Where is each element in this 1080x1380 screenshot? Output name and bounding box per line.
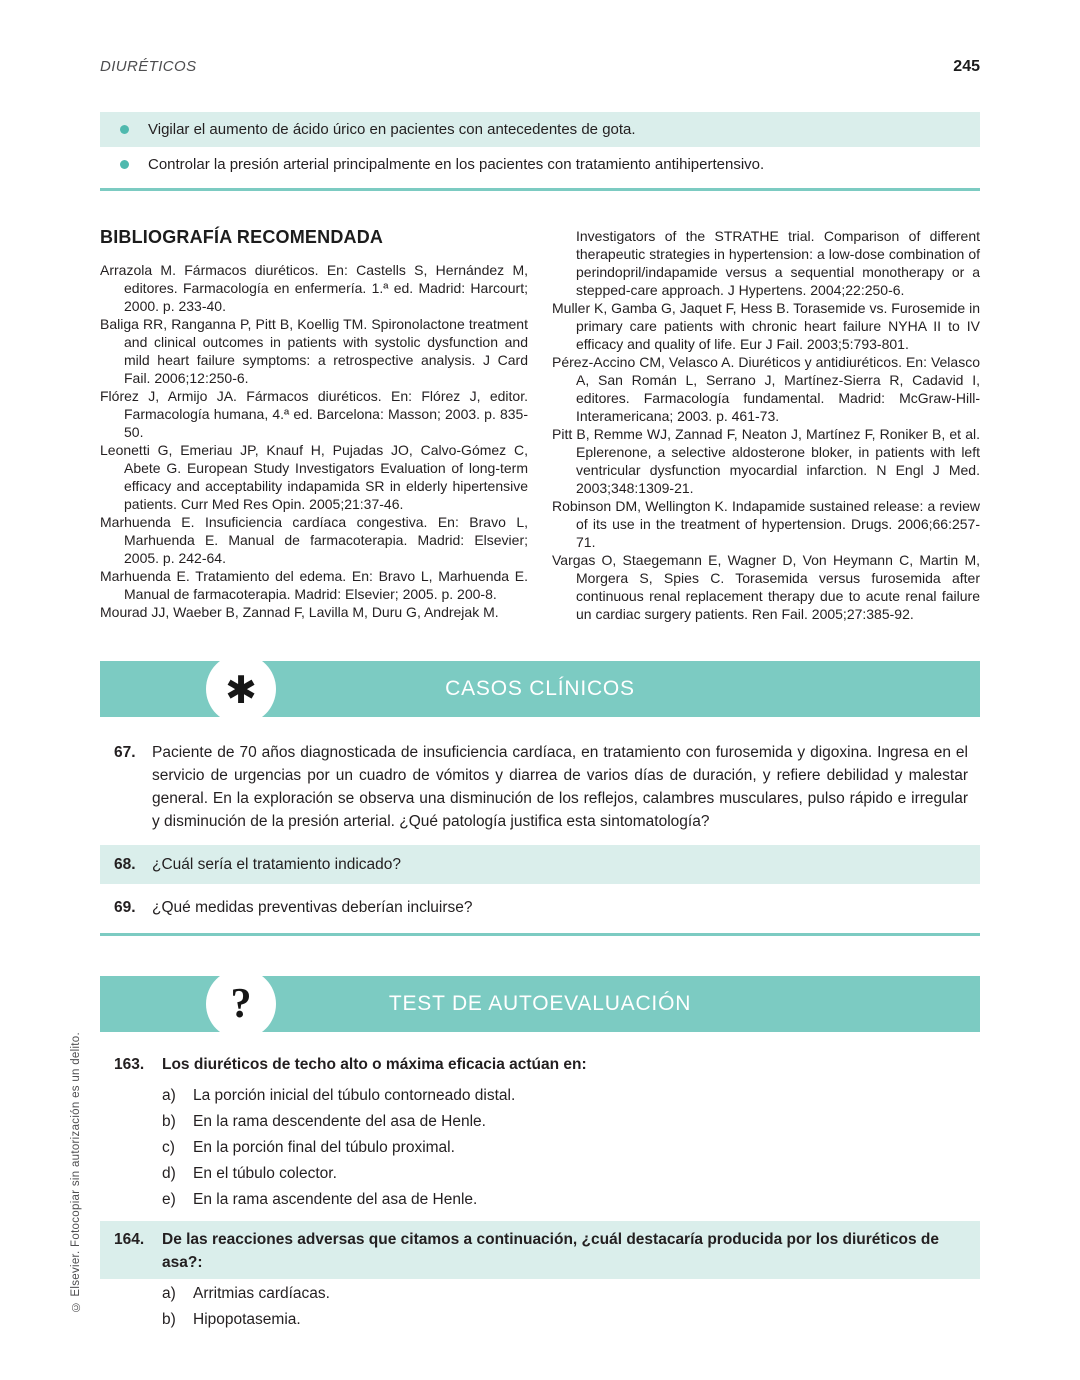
bibliography-entries-right bbox=[552, 227, 980, 623]
clinical-case-question bbox=[100, 733, 980, 841]
question-mark-glyph: ? bbox=[230, 981, 252, 1027]
bibliography-entry: Investigators of the STRATHE trial. Comparison of different therapeutic strategies in hypertension: a low-dose combination of perindopril/indapamide versus a sequential monotherapy or a stepped-care approach. J Hypertens. 2004;22:250-6. bbox=[576, 228, 980, 298]
bibliography-entry: Baliga RR, Ranganna P, Pitt B, Koellig TM. Spironolactone treatment and clinical outcomes in patients with systolic dysfunction and mild heart failure symptoms: a retrospective analysis. J Card Fail. 2006;12:250-6. bbox=[100, 316, 528, 386]
bibliography-entry: Arrazola M. Fármacos diuréticos. En: Castells S, Hernández M, editores. Farmacología en enfermería. 1.ª ed. Madrid: Harcourt; 2000. p. 233-40. bbox=[100, 262, 528, 314]
asterisk-glyph: ✱ bbox=[225, 668, 257, 712]
running-head-title: DIURÉTICOS bbox=[100, 58, 197, 75]
question-mark-icon bbox=[206, 969, 276, 1039]
page-number: 245 bbox=[953, 58, 980, 75]
bibliography-entry: Robinson DM, Wellington K. Indapamide sustained release: a review of its use in the treatment of hypertension. Drugs. 2006;66:257-71. bbox=[552, 498, 980, 550]
test-question bbox=[100, 1046, 980, 1213]
option-text: En la rama ascendente del asa de Henle. bbox=[193, 1191, 478, 1208]
section-divider bbox=[100, 933, 980, 936]
question-number: 67. bbox=[114, 744, 136, 761]
test-questions-list bbox=[100, 1046, 980, 1333]
bullet-icon bbox=[120, 125, 129, 134]
bibliography-right-column bbox=[552, 227, 980, 623]
question-text: ¿Cuál sería el tratamiento indicado? bbox=[152, 856, 401, 873]
answer-option bbox=[100, 1109, 980, 1135]
test-autoevaluacion-banner bbox=[100, 976, 980, 1032]
key-points-section bbox=[100, 112, 980, 182]
bibliography-entry: Leonetti G, Emeriau JP, Knauf H, Pujadas JO, Calvo-Gómez C, Abete G. European Study Investigators Evaluation of long-term efficacy and acceptability indapamida SR in elderly hipertensive patients. Curr Med Res Opin. 2005;21:37-46. bbox=[100, 442, 528, 512]
bibliography-entry: Mourad JJ, Waeber B, Zannad F, Lavilla M, Duru G, Andrejak M. bbox=[100, 604, 499, 620]
bibliography-entries-left bbox=[100, 261, 528, 621]
clinical-case-question bbox=[100, 888, 980, 927]
bibliography-entry: Vargas O, Staegemann E, Wagner D, Von Heymann C, Martin M, Morgera S, Spies C. Torasemida versus furosemida after continuous renal replacement therapy due to acute renal failure un cardiac surgery patients. Ren Fail. 2005;27:385-92. bbox=[552, 552, 980, 622]
option-text: Arritmias cardíacas. bbox=[193, 1285, 330, 1302]
asterisk-icon bbox=[206, 654, 276, 724]
bullet-icon bbox=[120, 160, 129, 169]
bibliography-entry: Marhuenda E. Insuficiencia cardíaca congestiva. En: Bravo L, Marhuenda E. Manual de farmacoterapia. Madrid: Elsevier; 2005. p. 242-64. bbox=[100, 514, 528, 566]
answer-option bbox=[100, 1135, 980, 1161]
clinical-cases-list bbox=[100, 733, 980, 927]
bibliography-entry: Flórez J, Armijo JA. Fármacos diuréticos. En: Flórez J, editor. Farmacología humana, 4.ª ed. Barcelona: Masson; 2003. p. 835-50. bbox=[100, 388, 528, 440]
test-question-heading bbox=[100, 1221, 980, 1279]
option-letter: c) bbox=[162, 1139, 175, 1156]
option-letter: a) bbox=[162, 1285, 176, 1302]
answer-options bbox=[100, 1281, 980, 1333]
answer-options bbox=[100, 1083, 980, 1213]
option-letter: d) bbox=[162, 1165, 176, 1182]
key-point-row bbox=[100, 112, 980, 147]
bibliography-entry: Marhuenda E. Tratamiento del edema. En: Bravo L, Marhuenda E. Manual de farmacoterapia. Madrid: Elsevier; 2005. p. 200-8. bbox=[100, 568, 528, 602]
key-point-row bbox=[100, 147, 980, 182]
question-number: 163. bbox=[114, 1056, 145, 1073]
option-text: La porción inicial del túbulo contorneado distal. bbox=[193, 1087, 516, 1104]
question-number: 164. bbox=[114, 1231, 145, 1248]
option-letter: b) bbox=[162, 1311, 176, 1328]
option-text: En el túbulo colector. bbox=[193, 1165, 337, 1182]
page-header bbox=[100, 58, 980, 76]
question-number: 69. bbox=[114, 899, 136, 916]
bibliography-title: BIBLIOGRAFÍA RECOMENDADA bbox=[100, 227, 384, 247]
bibliography-left-column bbox=[100, 227, 528, 623]
option-text: En la rama descendente del asa de Henle. bbox=[193, 1113, 486, 1130]
option-letter: e) bbox=[162, 1191, 176, 1208]
bibliography-entry: Pérez-Accino CM, Velasco A. Diuréticos y antidiuréticos. En: Velasco A, San Román L, Serrano J, Martínez-Sierra R, Cadavid I, editores. Farmacología fundamental. Madrid: McGraw-Hill-Interamericana; 2003. p. 461-73. bbox=[552, 354, 980, 424]
copyright-vertical-text: © Elsevier. Fotocopiar sin autorización es un delito. bbox=[70, 1031, 82, 1312]
answer-option bbox=[100, 1161, 980, 1187]
option-text: En la porción final del túbulo proximal. bbox=[193, 1139, 455, 1156]
answer-option bbox=[100, 1307, 980, 1333]
casos-clinicos-banner bbox=[100, 661, 980, 717]
casos-clinicos-title: CASOS CLÍNICOS bbox=[445, 677, 635, 700]
question-text: Paciente de 70 años diagnosticada de insuficiencia cardíaca, en tratamiento con furosemida y digoxina. Ingresa en el servicio de urgencias por un cuadro de vómitos y diarrea de varios días de duración, y refiere debilidad y malestar general. En la exploración se observa una disminución de los reflejos, calambres musculares, pulso rápido e irregular y disminución de la presión arterial. ¿Qué patología justifica esta sintomatología? bbox=[152, 744, 968, 830]
key-point-text: Vigilar el aumento de ácido úrico en pacientes con antecedentes de gota. bbox=[148, 121, 636, 138]
answer-option bbox=[100, 1083, 980, 1109]
question-text: De las reacciones adversas que citamos a continuación, ¿cuál destacaría producida por los diuréticos de asa?: bbox=[162, 1231, 939, 1271]
bibliography-entry: Pitt B, Remme WJ, Zannad F, Neaton J, Martínez F, Roniker B, et al. Eplerenone, a selective aldosterone bloker, in patients with left ventricular dysfunction myocardial infarction. N Engl J Med. 2003;348:1309-21. bbox=[552, 426, 980, 496]
answer-option bbox=[100, 1187, 980, 1213]
section-divider bbox=[100, 188, 980, 191]
option-letter: a) bbox=[162, 1087, 176, 1104]
question-text: Los diuréticos de techo alto o máxima eficacia actúan en: bbox=[162, 1056, 587, 1073]
question-text: ¿Qué medidas preventivas deberían incluirse? bbox=[152, 899, 473, 916]
bibliography-entry: Muller K, Gamba G, Jaquet F, Hess B. Torasemide vs. Furosemide in primary care patients with chronic heart failure NYHA II to IV efficacy and quality of life. Eur J Fail. 2003;5:793-801. bbox=[552, 300, 980, 352]
answer-option bbox=[100, 1281, 980, 1307]
question-number: 68. bbox=[114, 856, 136, 873]
test-autoevaluacion-title: TEST DE AUTOEVALUACIÓN bbox=[388, 992, 692, 1015]
test-question bbox=[100, 1221, 980, 1333]
option-letter: b) bbox=[162, 1113, 176, 1130]
bibliography-section bbox=[100, 227, 980, 623]
clinical-case-question bbox=[100, 845, 980, 884]
test-question-heading bbox=[100, 1046, 980, 1081]
key-point-text: Controlar la presión arterial principalmente en los pacientes con tratamiento antihipertensivo. bbox=[148, 156, 765, 173]
option-text: Hipopotasemia. bbox=[193, 1311, 301, 1328]
